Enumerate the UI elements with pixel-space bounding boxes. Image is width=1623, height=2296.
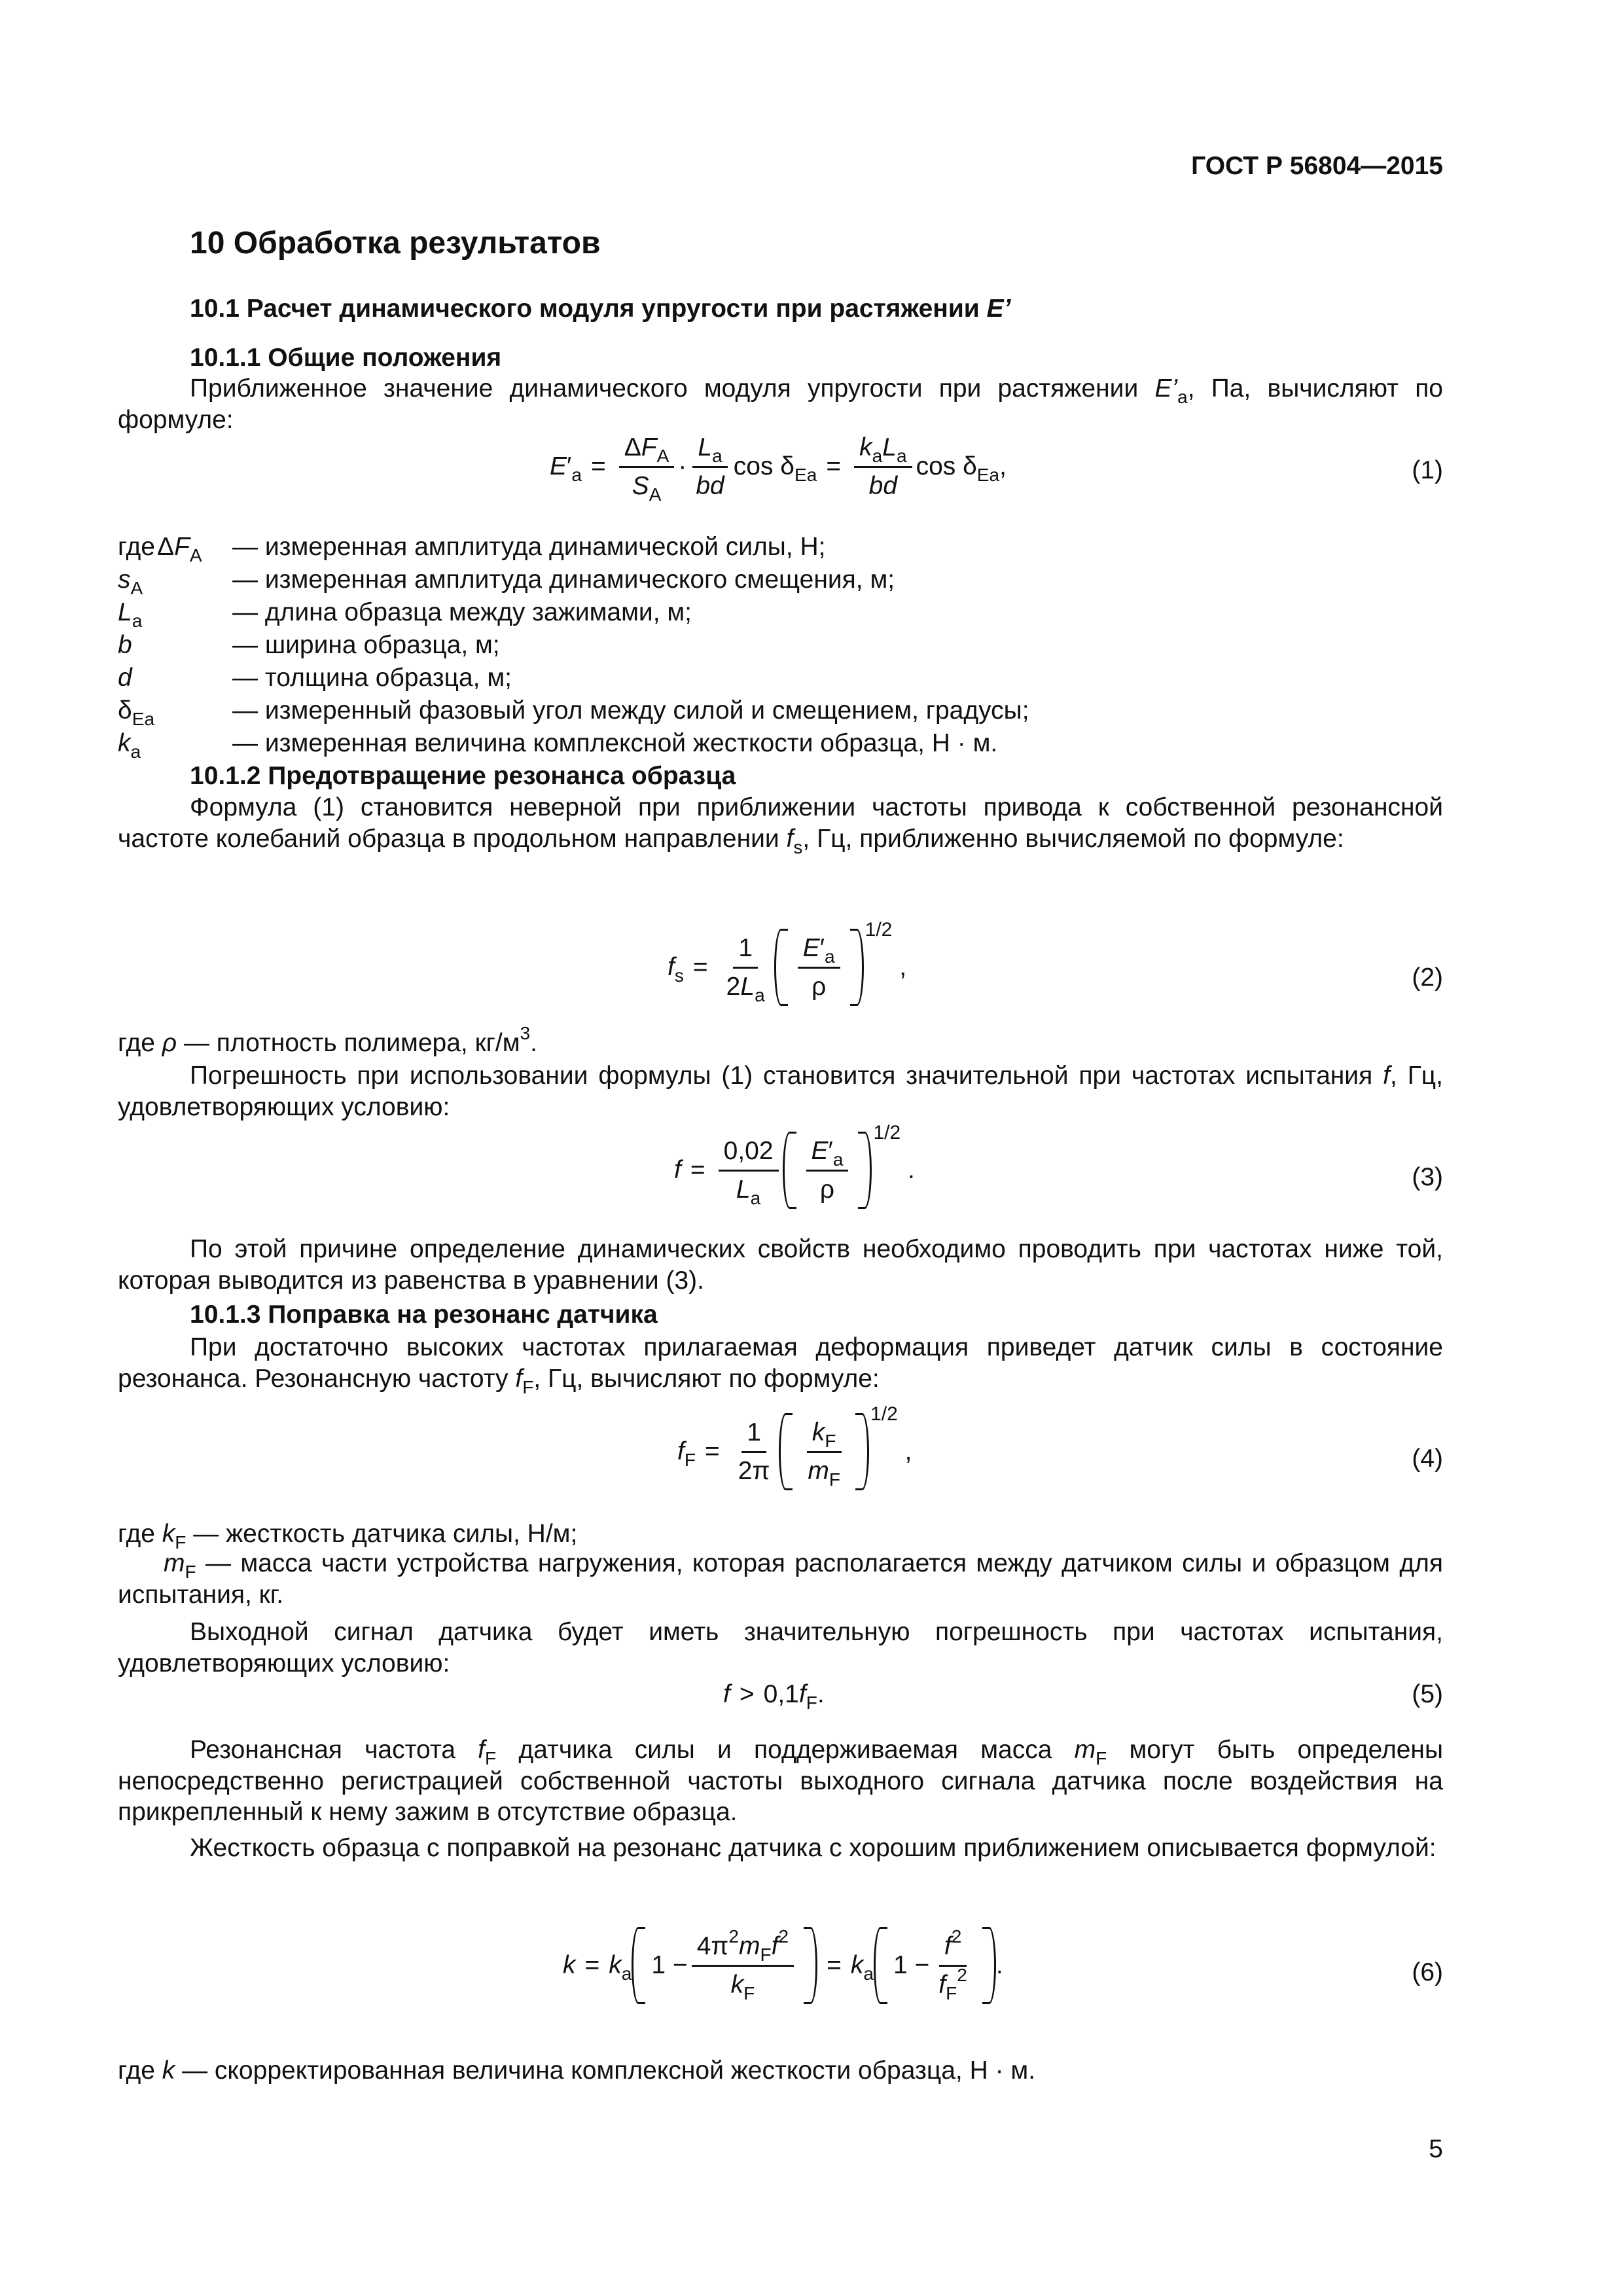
paragraph-resonance-frequency: Резонансная частота $f_F$ датчика силы и поддерживаемая масса $m_F$ могут быть определены непосредственно регистрацией собственной частоты выходного сигнала датчика после воздействия на прикрепленный к нему зажим в отсутствие образца.: [118, 1736, 1443, 1827]
where-symbol: $k_a$: [118, 729, 141, 762]
kF-definition: где $k_F$ — жесткость датчика силы, Н/м;: [118, 1520, 578, 1552]
where-symbol: $L_a$: [118, 598, 143, 631]
formula-6-number: (6): [1412, 1958, 1443, 1986]
where-row: [118, 531, 1361, 563]
page-number: 5: [1429, 2135, 1443, 2163]
formula-4: $f_F$ = $\frac{1}{2\pi}$ $\frac{k_F}{m_F}$ 1/2 ,: [677, 1403, 912, 1490]
where-description: — измеренная амплитуда динамической силы, Н;: [232, 533, 826, 561]
subsection-10-1-1-heading: 10.1.1 Общие положения: [190, 344, 502, 372]
paragraph-resonance-specimen: Формула (1) становится неверной при приближении частоты привода к собственной резонансной частоте колебаний образца в продольном направлении $f_s$, Гц, приближенно вычисляемой по формуле:: [118, 793, 1443, 857]
paragraph-output-signal: Выходной сигнал датчика будет иметь значительную погрешность при частотах испытания, удовлетворяющих условию:: [118, 1618, 1443, 1677]
section-title: 10 Обработка результатов: [190, 226, 601, 260]
formula-4-number: (4): [1412, 1444, 1443, 1473]
where-symbol: d: [118, 664, 132, 692]
paragraph-stiffness-correction: Жесткость образца с поправкой на резонанс датчика с хорошим приближением описывается формулой:: [190, 1834, 1436, 1862]
where-symbol: b: [118, 631, 132, 659]
where-row: [118, 728, 1361, 762]
where-row: [118, 695, 1361, 729]
document-code: ГОСТ Р 56804—2015: [1191, 152, 1443, 180]
where-row: [118, 564, 1361, 596]
where-row: [118, 630, 1361, 661]
formula-5: f > $0,1f_F$.: [723, 1680, 825, 1713]
where-prefix: где: [118, 533, 155, 561]
subsection-10-1-2-heading: 10.1.2 Предотвращение резонанса образца: [190, 762, 736, 790]
where-description: — ширина образца, м;: [232, 631, 500, 659]
where-description: — толщина образца, м;: [232, 664, 512, 692]
subsection-10-1-3-heading: 10.1.3 Поправка на резонанс датчика: [190, 1300, 658, 1329]
k-definition: где k — скорректированная величина комплексной жесткости образца, Н · м.: [118, 2056, 1036, 2085]
formula-1-number: (1): [1412, 456, 1443, 484]
where-description: — измеренная амплитуда динамического смещения, м;: [232, 565, 895, 594]
formula-5-number: (5): [1412, 1680, 1443, 1708]
where-symbol: $\delta_{Ea}$: [118, 696, 155, 729]
where-symbol: $\Delta F_A$: [157, 533, 202, 565]
formula-1: $E'_a$ = $\frac{\Delta F_A}{S_A}$ · $\frac{L_a}{bd}$ $\cos \delta_{Ea}$ = $\frac{k_aL_a}{bd}$ $\cos \delta_{Ea}$,: [550, 433, 1007, 505]
where-description: — измеренный фазовый угол между силой и смещением, градусы;: [232, 696, 1029, 725]
where-row: [118, 662, 1361, 694]
formula-3: f = $\frac{0,02}{L_a}$ $\frac{E'_a}{\rho}$ 1/2 .: [674, 1122, 915, 1208]
where-description: — длина образца между зажимами, м;: [232, 598, 692, 626]
formula-3-number: (3): [1412, 1163, 1443, 1191]
paragraph-error-condition: Погрешность при использовании формулы (1) становится значительной при частотах испытания f, Гц, удовлетворяющих условию:: [118, 1062, 1443, 1121]
where-row: [118, 597, 1361, 631]
subsection-10-1-heading: 10.1 Расчет динамического модуля упругости при растяжении E’: [190, 295, 1011, 323]
mF-definition: $m_F$ — масса части устройства нагружения, которая располагается между датчиком силы и образцом для испытания, кг.: [118, 1549, 1443, 1609]
where-symbol: $s_A$: [118, 565, 143, 598]
formula-6: k = $k_a$ 1 − $\frac{4\pi^2m_Ff^2}{k_F}$ = $k_a$ 1 − $\frac{f^2}{f_F^2}$ .: [563, 1926, 1003, 2003]
formula-2-number: (2): [1412, 963, 1443, 992]
paragraph-sensor-resonance: При достаточно высоких частотах прилагаемая деформация приведет датчик силы в состояние резонанса. Резонансную частоту $f_F$, Гц, вычисляют по формуле:: [118, 1333, 1443, 1397]
paragraph-intro-formula-1: Приближенное значение динамического модуля упругости при растяжении $E’_a$, Па, вычисляют по формуле:: [118, 374, 1444, 434]
paragraph-frequency-note: По этой причине определение динамических свойств необходимо проводить при частотах ниже той, которая выводится из равенства в уравнении (3).: [118, 1235, 1443, 1295]
rho-definition: где ρ — плотность полимера, $кг/м^3$.: [118, 1022, 537, 1057]
formula-2: $f_s$ = $\frac{1}{2L_a}$ $\frac{E'_a}{\rho}$ 1/2 ,: [668, 919, 907, 1005]
where-description: — измеренная величина комплексной жесткости образца, Н · м.: [232, 729, 998, 757]
